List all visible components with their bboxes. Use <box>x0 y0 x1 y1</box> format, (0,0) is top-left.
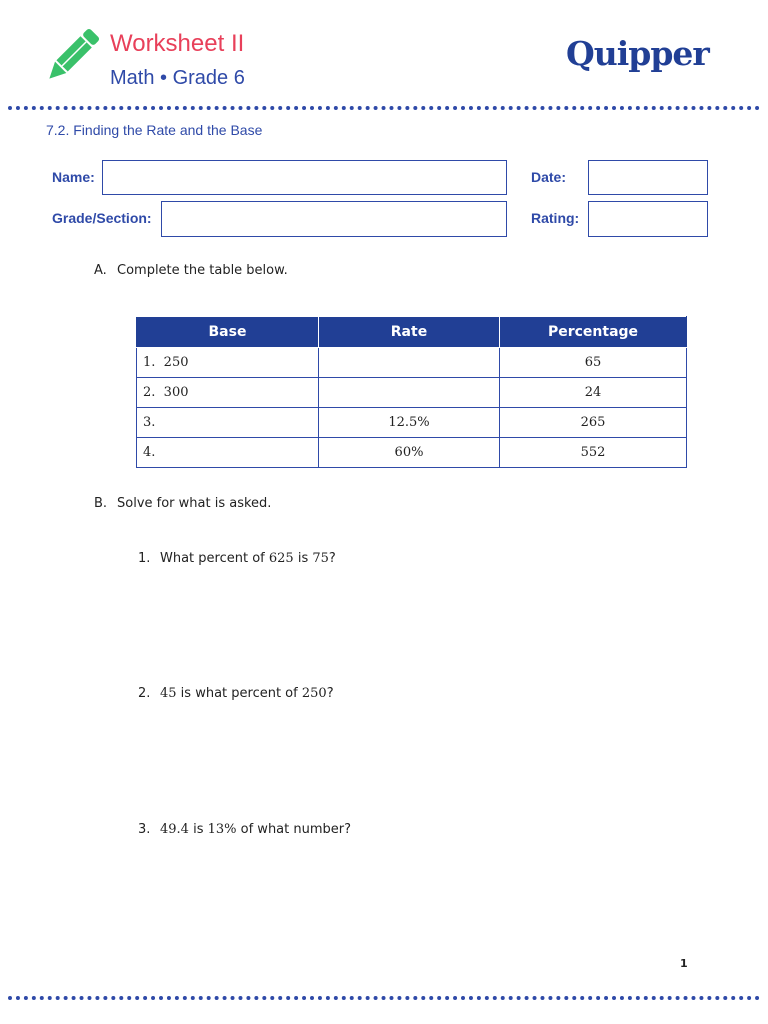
rate-cell[interactable] <box>319 378 500 408</box>
rate-cell[interactable] <box>319 348 500 378</box>
lesson-title: 7.2. Finding the Rate and the Base <box>46 122 263 138</box>
pencil-icon <box>44 26 100 86</box>
name-label: Name: <box>52 169 95 185</box>
rate-cell: 60% <box>319 438 500 468</box>
section-a-text: Complete the table below. <box>117 263 288 278</box>
row-number: 1. <box>143 355 156 370</box>
header-base: Base <box>137 317 319 348</box>
percentage-cell: 65 <box>500 348 687 378</box>
worksheet-subtitle: Math • Grade 6 <box>110 67 245 89</box>
rating-field[interactable] <box>588 201 708 237</box>
question-math: 625 <box>268 551 294 566</box>
question-math: 45 <box>160 686 177 701</box>
base-value: 250 <box>163 355 189 370</box>
question-math: 250 <box>301 686 327 701</box>
section-b-text: Solve for what is asked. <box>117 496 272 511</box>
rate-cell: 12.5% <box>319 408 500 438</box>
section-b-letter: B. <box>94 496 108 511</box>
question-1 <box>138 551 336 566</box>
grade-section-field[interactable] <box>161 201 507 237</box>
bottom-divider <box>8 996 760 1000</box>
question-3 <box>138 822 351 837</box>
section-a-letter: A. <box>94 263 107 278</box>
date-label: Date: <box>531 169 567 185</box>
question-math: 49.4 <box>160 822 189 837</box>
percentage-cell: 265 <box>500 408 687 438</box>
page-number: 1 <box>680 957 688 970</box>
rating-label: Rating: <box>531 210 580 226</box>
table-row <box>137 378 687 408</box>
header-rate: Rate <box>319 317 500 348</box>
base-cell[interactable] <box>137 378 319 408</box>
question-math: 75 <box>312 551 329 566</box>
date-field[interactable] <box>588 160 708 195</box>
section-a-instruction <box>94 263 288 278</box>
question-text: is what percent of <box>176 686 302 701</box>
base-value: 300 <box>163 385 189 400</box>
worksheet-title: Worksheet II <box>110 30 245 57</box>
row-number: 2. <box>143 385 156 400</box>
base-cell[interactable] <box>137 438 319 468</box>
table-row <box>137 408 687 438</box>
section-b-instruction <box>94 496 271 511</box>
quipper-logo: Quipper <box>566 34 709 73</box>
name-field[interactable] <box>102 160 507 195</box>
question-2 <box>138 686 334 701</box>
base-cell[interactable] <box>137 348 319 378</box>
top-divider <box>8 106 760 110</box>
row-number: 3. <box>143 415 156 430</box>
table-row <box>137 348 687 378</box>
question-text: is <box>293 551 313 566</box>
table-header-row <box>137 317 687 348</box>
question-text: ? <box>326 686 334 701</box>
question-number: 3. <box>138 822 151 837</box>
question-text: What percent of <box>160 551 269 566</box>
question-number: 1. <box>138 551 151 566</box>
question-text: ? <box>328 551 336 566</box>
table-row <box>137 438 687 468</box>
grade-section-label: Grade/Section: <box>52 210 152 226</box>
rate-base-table <box>136 316 687 468</box>
percentage-cell: 552 <box>500 438 687 468</box>
question-text: of what number? <box>236 822 352 837</box>
percentage-cell: 24 <box>500 378 687 408</box>
question-math: 13% <box>207 822 237 837</box>
row-number: 4. <box>143 445 156 460</box>
question-text: is <box>188 822 208 837</box>
base-cell[interactable] <box>137 408 319 438</box>
question-number: 2. <box>138 686 151 701</box>
header-percentage: Percentage <box>500 317 687 348</box>
